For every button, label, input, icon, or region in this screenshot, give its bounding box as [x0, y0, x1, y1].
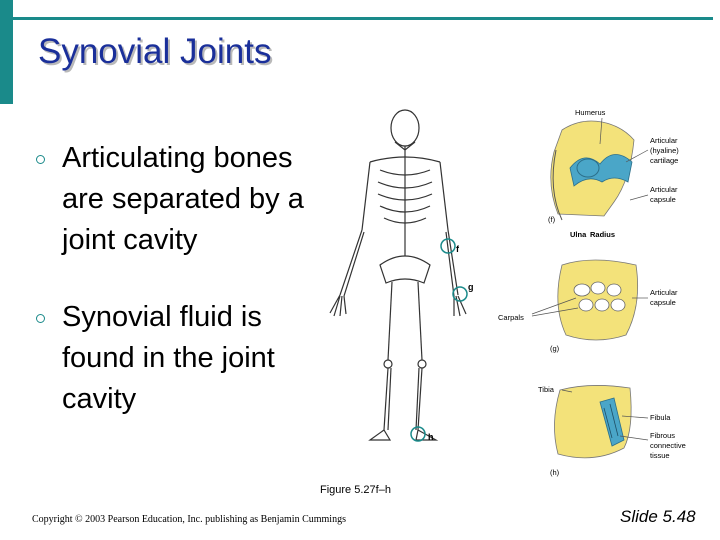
slide-title: Synovial Joints — [38, 32, 272, 71]
accent-bar — [0, 0, 13, 104]
capsule-f-label-line-2: capsule — [650, 195, 676, 204]
cartilage-label-line-2: (hyaline) — [650, 146, 679, 155]
bullet-icon — [36, 155, 45, 164]
ankle-joint-illustration — [554, 385, 631, 457]
bullet-item — [32, 297, 332, 420]
panel-label-h: (h) — [550, 468, 560, 477]
bullet-text: Articulating bones are separated by a joint cavity — [62, 142, 304, 256]
slide-number: Slide 5.48 — [620, 507, 696, 526]
cartilage-label-line-3: cartilage — [650, 156, 679, 165]
elbow-joint-illustration — [551, 121, 634, 220]
joint-figure — [300, 100, 710, 480]
cartilage-label-line-1: Articular — [650, 136, 678, 145]
marker-label-f: f — [456, 244, 459, 254]
fibrous-label-line-3: tissue — [650, 451, 670, 460]
fibrous-label-line-2: connective — [650, 441, 686, 450]
marker-label-h: h — [428, 432, 434, 442]
capsule-f-label-line-1: Articular — [650, 185, 678, 194]
ulna-label: Ulna — [570, 230, 587, 239]
bullet-icon — [36, 314, 45, 323]
figure-caption: Figure 5.27f–h — [320, 484, 391, 496]
carpals-label: Carpals — [498, 313, 524, 322]
radius-label: Radius — [590, 230, 616, 239]
wrist-marker — [453, 287, 467, 301]
bullet-item — [32, 138, 332, 261]
bullet-list — [32, 138, 332, 420]
humerus-label: Humerus — [575, 108, 606, 117]
fibrous-label-line-1: Fibrous — [650, 431, 676, 440]
copyright-notice: Copyright © 2003 Pearson Education, Inc. publishing as Benjamin Cummings — [32, 514, 346, 525]
panel-label-f: (f) — [548, 215, 556, 224]
bullet-text: Synovial fluid is found in the joint cavity — [62, 301, 275, 415]
tibia-label: Tibia — [538, 385, 554, 394]
skeleton-illustration — [330, 110, 466, 440]
panel-label-g: (g) — [550, 344, 560, 353]
capsule-g-label-line-1: Articular — [650, 288, 678, 297]
fibula-label: Fibula — [650, 413, 671, 422]
marker-label-g: g — [468, 282, 474, 292]
capsule-g-label-line-2: capsule — [650, 298, 676, 307]
title-rule — [13, 17, 713, 20]
